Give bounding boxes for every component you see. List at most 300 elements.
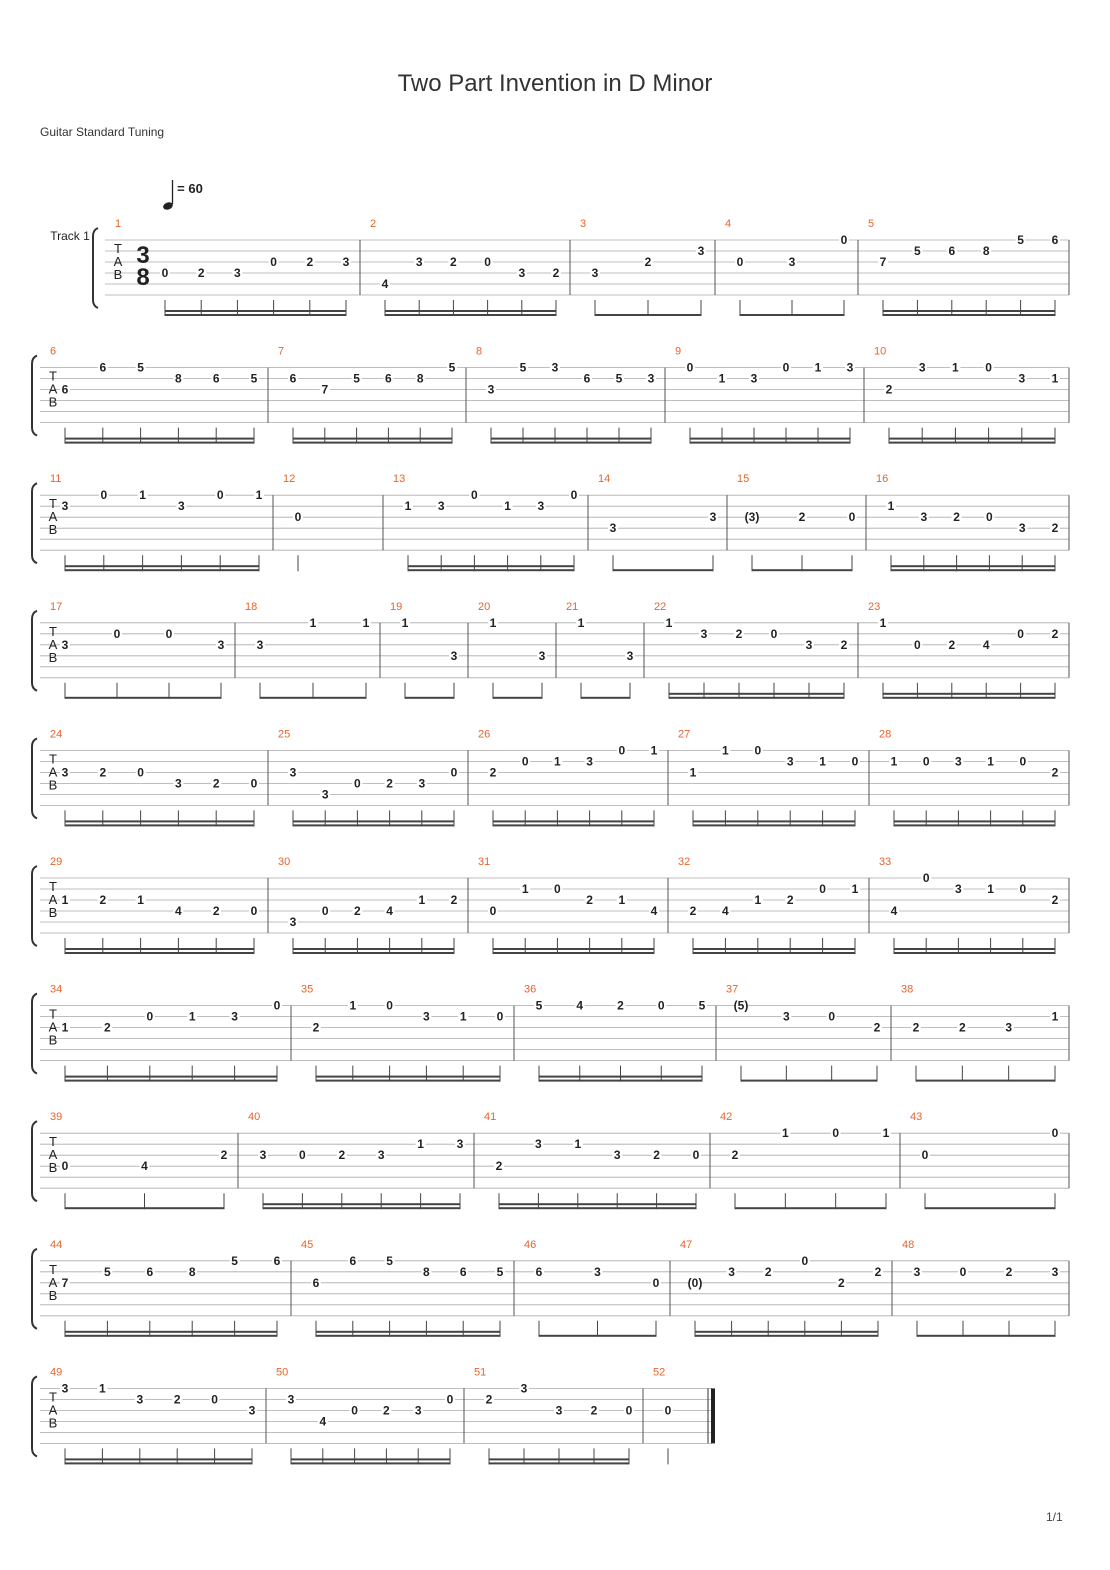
measure-number: 20 [478,600,491,613]
fret-number: 3 [591,266,599,280]
note-beam [291,1462,450,1464]
time-signature-top: 3 [136,242,150,269]
note-beam [539,1335,656,1337]
fret-number: 1 [489,615,497,630]
note-beam [917,1335,1055,1337]
fret-number: 1 [577,615,585,630]
fret-number: 1 [952,360,959,375]
fret-number: 0 [851,754,859,769]
fret-number: 2 [495,1159,503,1174]
note-beam-secondary [493,820,654,822]
measure-number: 14 [598,473,611,486]
staff-bracket [32,994,37,1074]
tab-clef-letter: T [49,496,57,512]
fret-number: 3 [178,499,185,514]
fret-number: 3 [913,1264,921,1279]
note-beam-secondary [316,1331,500,1333]
staff-bracket [32,611,37,691]
fret-number: 0 [828,1009,836,1024]
note-beam-secondary [493,948,654,950]
note-beam-secondary [669,693,844,695]
fret-number: 3 [955,754,962,769]
fret-number: 1 [665,615,673,630]
fret-number: 0 [216,488,224,503]
note-beam-secondary [293,820,454,822]
fret-number: 2 [450,255,457,269]
fret-number: 2 [873,1020,881,1035]
fret-number: 1 [819,754,826,769]
note-beam-secondary [894,820,1055,822]
fret-number: 3 [234,266,241,280]
fret-number: 3 [136,1392,144,1407]
fret-number: 3 [594,1264,601,1279]
tab-clef-letter: T [49,368,57,384]
fret-number: 5 [353,371,360,386]
measure-number: 8 [476,345,483,358]
measure-number: 47 [680,1238,693,1251]
fret-number: 4 [576,998,584,1013]
fret-number: 1 [882,1126,890,1141]
fret-number: 3 [586,754,593,769]
fret-number: 5 [1017,233,1024,247]
fret-number: 6 [385,371,392,386]
note-beam [883,697,1055,699]
fret-number: 2 [764,1264,772,1279]
note-beam-secondary [693,948,855,950]
fret-number: 4 [381,277,389,291]
note-beam [690,442,850,444]
measure-number: 35 [301,983,314,996]
fret-number: (3) [744,510,760,525]
page-title: Two Part Invention in D Minor [397,70,713,97]
fret-number: 3 [456,1137,464,1152]
fret-number: 3 [728,1264,735,1279]
fret-number: 5 [386,1253,393,1268]
staff-bracket [32,1249,37,1329]
note-beam [165,314,346,316]
note-beam-secondary [293,438,452,440]
measure-number: 50 [276,1366,289,1379]
tempo-marking: = 60 [177,181,203,196]
note-beam-secondary [499,1203,696,1205]
fret-number: 0 [273,998,281,1013]
note-beam-secondary [293,948,454,950]
fret-number: 0 [625,1403,633,1418]
note-beam [752,569,852,571]
tab-clef-letter: A [48,1274,58,1290]
fret-number: 6 [583,371,591,386]
note-beam [539,1080,702,1082]
fret-number: 3 [248,1403,256,1418]
fret-number: (0) [687,1275,703,1290]
tab-clef-letter: B [48,1160,58,1176]
fret-number: 3 [750,371,758,386]
fret-number: 3 [538,648,546,663]
measure-number: 34 [50,983,63,996]
measure-number: 22 [654,600,667,613]
measure-number: 41 [484,1111,497,1124]
fret-number: 1 [574,1137,582,1152]
fret-number: 3 [418,776,426,791]
measure-number: 17 [50,600,63,613]
measure-number: 24 [50,728,63,741]
fret-number: 5 [448,360,456,375]
fret-number: 6 [349,1253,357,1268]
measure-number: 30 [278,856,291,868]
note-beam [65,1207,224,1209]
tab-clef-letter: T [49,751,57,767]
fret-number: 7 [321,382,329,397]
fret-number: 0 [840,233,848,247]
fret-number: 8 [188,1264,196,1279]
measure-number: 42 [720,1111,733,1124]
note-beam [669,697,844,699]
staff-bracket [32,1121,37,1201]
fret-number: 2 [1051,626,1059,641]
fret-number: 5 [535,998,543,1013]
measure-number: 37 [726,983,739,996]
fret-number: 0 [250,776,258,791]
fret-number: 2 [383,1403,390,1418]
fret-number: 1 [309,615,317,630]
measure-number: 27 [678,728,691,741]
note-beam [493,824,654,826]
note-beam-secondary [291,1458,450,1460]
fret-number: 0 [657,998,665,1013]
fret-number: 2 [485,1392,493,1407]
fret-number: 3 [414,1403,422,1418]
fret-number: 2 [653,1148,660,1163]
note-beam-secondary [65,565,259,567]
note-beam [499,1207,696,1209]
fret-number: 1 [890,754,898,769]
note-beam [385,314,556,316]
fret-number: 1 [887,499,895,514]
note-beam-secondary [894,948,1055,950]
measure-number: 10 [874,345,887,358]
fret-number: 6 [948,244,956,258]
fret-number: 0 [100,488,108,503]
fret-number: 3 [217,637,225,652]
fret-number: 6 [212,371,220,386]
fret-number: 0 [848,510,856,525]
fret-number: 0 [386,998,393,1013]
fret-number: 3 [520,1381,528,1396]
fret-number: 6 [459,1264,467,1279]
fret-number: 8 [175,371,182,386]
measure-number: 21 [566,600,579,613]
fret-number: 4 [982,637,990,652]
fret-number: 0 [270,255,277,269]
note-beam-secondary [65,438,254,440]
note-beam-secondary [489,1458,629,1460]
note-beam-secondary [491,438,651,440]
fret-number: 1 [1051,371,1059,386]
fret-number: 0 [161,266,169,280]
fret-number: 1 [188,1009,196,1024]
fret-number: 2 [644,255,652,269]
measure-number: 6 [50,345,57,358]
note-beam [293,952,454,954]
note-beam [65,952,254,954]
fret-number: 1 [650,743,658,758]
fret-number: 1 [718,371,726,386]
fret-number: 3 [256,637,264,652]
measure-number: 33 [879,856,892,868]
note-beam [405,697,454,699]
measure-number: 31 [478,856,491,868]
measure-number: 16 [876,473,889,486]
note-beam [889,442,1055,444]
fret-number: 0 [554,882,561,896]
note-beam [916,1080,1055,1082]
tab-clef-letter: B [48,905,58,920]
fret-number: 2 [1051,521,1059,536]
note-beam [493,697,542,699]
fret-number: 3 [846,360,854,375]
fret-number: 2 [450,893,458,907]
track-name-label: Track 1 [50,229,90,243]
fret-number: 2 [1051,893,1059,907]
measure-number: 5 [868,218,875,230]
note-beam [293,442,452,444]
note-beam-secondary [408,565,574,567]
fret-number: 3 [287,1392,295,1407]
note-beam-secondary [65,1331,277,1333]
note-beam-secondary [65,1076,277,1078]
staff-bracket [32,738,37,818]
fret-number: 0 [484,255,491,269]
fret-number: 0 [618,743,626,758]
time-signature-bottom: 8 [136,264,150,291]
fret-number: 4 [141,1159,148,1174]
measure-number: 32 [678,856,691,868]
fret-number: 0 [471,488,478,503]
fret-number: 2 [212,904,220,918]
measure-number: 11 [50,473,62,486]
fret-number: 3 [609,521,617,536]
fret-number: 1 [362,615,370,630]
fret-number: 1 [459,1009,467,1024]
fret-number: 3 [555,1403,563,1418]
fret-number: 2 [1051,765,1059,780]
fret-number: 0 [664,1403,672,1418]
fret-number: 1 [987,754,994,769]
fret-number: 6 [99,360,107,375]
tuning-label: Guitar Standard Tuning [40,125,165,139]
fret-number: 3 [782,1009,790,1024]
fret-number: 0 [819,882,826,896]
fret-number: 3 [537,499,545,514]
note-beam-secondary [165,310,346,312]
note-beam [489,1462,629,1464]
fret-number: 1 [61,893,69,907]
fret-number: 2 [386,776,393,791]
fret-number: 2 [885,382,893,397]
note-beam [65,569,259,571]
fret-number: 4 [386,904,393,918]
fret-number: 3 [535,1137,542,1152]
fret-number: 0 [959,1264,967,1279]
fret-number: 2 [1005,1264,1013,1279]
fret-number: 1 [618,893,626,907]
tab-clef-letter: B [48,394,58,410]
fret-number: 8 [982,244,990,258]
fret-number: 2 [173,1392,181,1407]
fret-number: 2 [312,1020,320,1035]
fret-number: 0 [446,1392,454,1407]
fret-number: 1 [137,893,144,907]
fret-number: 2 [617,998,624,1013]
fret-number: 0 [921,1148,929,1163]
fret-number: 0 [294,510,302,525]
fret-number: 1 [1051,1009,1059,1024]
measure-number: 25 [278,728,291,741]
note-beam [735,1207,886,1209]
fret-number: 1 [401,615,409,630]
fret-number: 6 [1051,233,1059,247]
tab-clef-letter: T [49,879,57,894]
fret-number: 0 [1017,626,1024,641]
fret-number: 1 [521,882,529,896]
fret-number: 0 [986,510,993,525]
fret-number: 2 [338,1148,346,1163]
measure-number: 28 [879,728,892,741]
note-beam [316,1335,500,1337]
fret-number: 4 [722,904,729,918]
measure-number: 45 [301,1238,314,1251]
fret-number: 3 [437,499,445,514]
note-beam [65,1080,277,1082]
note-beam-secondary [539,1076,702,1078]
fret-number: 1 [139,488,146,503]
fret-number: 0 [1051,1126,1059,1141]
fret-number: 3 [1051,1264,1059,1279]
fret-number: 6 [61,382,69,397]
fret-number: 6 [312,1275,320,1290]
fret-number: 2 [99,893,107,907]
tab-clef-letter: B [48,1415,58,1431]
measure-number: 44 [50,1238,63,1251]
note-beam [695,1335,878,1337]
staff-bracket [32,1376,37,1456]
note-beam [408,569,574,571]
fret-number: 3 [61,1381,69,1396]
fret-number: 3 [626,648,634,663]
fret-number: 0 [770,626,778,641]
fret-number: 5 [137,360,144,375]
fret-number: 0 [1019,754,1027,769]
fret-number: 3 [1018,371,1026,386]
measure-number: 4 [725,218,732,230]
tab-clef-letter: A [48,381,58,397]
measure-number: 43 [910,1111,923,1124]
tab-clef-letter: T [49,623,57,639]
fret-number: 2 [798,510,806,525]
fret-number: 0 [652,1275,660,1290]
fret-number: 2 [840,637,848,652]
measure-number: 1 [115,218,122,230]
fret-number: 0 [354,776,361,791]
fret-number: 0 [736,255,744,269]
fret-number: 0 [450,765,458,780]
note-beam-secondary [891,565,1055,567]
tab-clef-letter: B [48,777,58,793]
fret-number: 0 [985,360,992,375]
fret-number: 2 [306,255,314,269]
page-number: 1/1 [1046,1510,1063,1524]
fret-number: 0 [61,1159,69,1174]
note-beam-secondary [695,1331,878,1333]
fret-number: 3 [377,1148,385,1163]
fret-number: 3 [955,882,962,896]
note-beam [581,697,630,699]
fret-number: 8 [423,1264,430,1279]
note-beam [894,952,1055,954]
fret-number: 6 [273,1253,281,1268]
note-beam-secondary [263,1203,460,1205]
tab-clef-letter: B [48,1032,58,1048]
note-beam-secondary [889,438,1055,440]
note-beam-secondary [65,1458,252,1460]
measure-number: 36 [524,983,537,996]
fret-number: 0 [801,1253,809,1268]
fret-number: 0 [1019,882,1027,896]
note-beam [493,952,654,954]
note-beam [891,569,1055,571]
fret-number: 2 [874,1264,882,1279]
fret-number: 1 [814,360,822,375]
fret-number: 7 [879,255,887,269]
fret-number: 0 [299,1148,306,1163]
fret-number: 3 [1018,521,1026,536]
fret-number: 3 [487,382,495,397]
fret-number: 2 [953,510,960,525]
note-beam [613,569,713,571]
fret-number: 8 [416,371,424,386]
note-beam [693,952,855,954]
note-beam [883,314,1055,316]
fret-number: (5) [733,998,749,1013]
tab-clef-letter: B [48,522,58,538]
note-beam [65,442,254,444]
fret-number: 4 [175,904,182,918]
tab-clef-letter: B [113,267,123,282]
fret-number: 3 [920,510,928,525]
fret-number: 3 [61,765,69,780]
fret-number: 0 [351,1403,358,1418]
fret-number: 4 [319,1414,327,1429]
fret-number: 1 [851,882,859,896]
note-beam-secondary [690,438,850,440]
measure-number: 12 [283,473,296,486]
fret-number: 0 [832,1126,840,1141]
fret-number: 0 [137,765,144,780]
final-barline-thick [711,1388,715,1443]
fret-number: 1 [418,893,426,907]
fret-number: 3 [918,360,926,375]
fret-number: 0 [782,360,790,375]
measure-number: 49 [50,1366,63,1379]
fret-number: 1 [349,998,357,1013]
fret-number: 5 [698,998,706,1013]
tab-clef-letter: A [48,764,58,780]
fret-number: 3 [289,765,297,780]
staff-bracket [32,483,37,563]
measure-number: 46 [524,1238,537,1251]
fret-number: 3 [61,637,69,652]
fret-number: 0 [570,488,578,503]
